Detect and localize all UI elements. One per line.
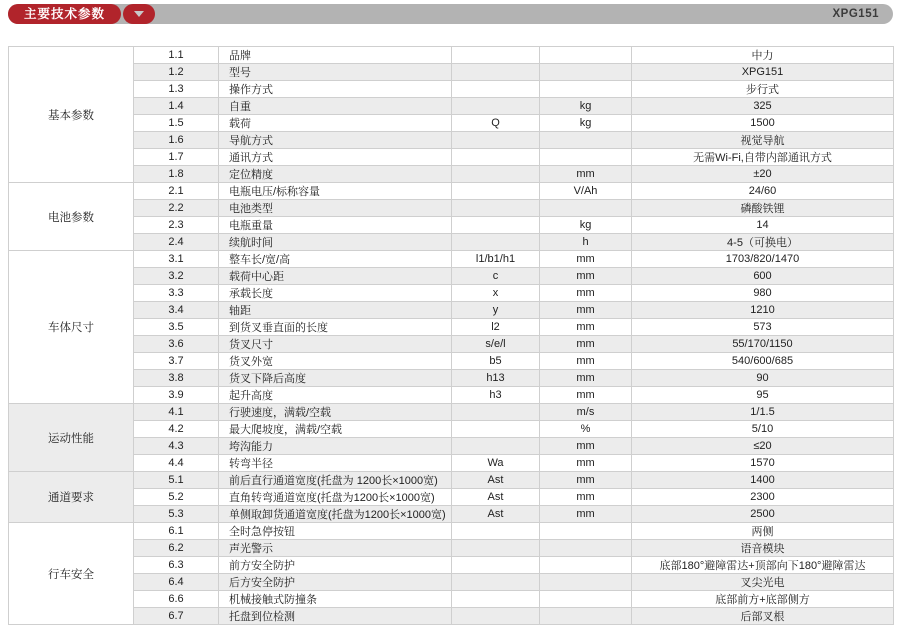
no-cell: 6.3 — [134, 557, 219, 574]
table-row — [9, 404, 894, 421]
val-cell: 14 — [632, 217, 894, 234]
name-cell: 自重 — [219, 98, 452, 115]
table-row — [9, 489, 894, 506]
name-cell: 整车长/宽/高 — [219, 251, 452, 268]
sym-cell: s/e/l — [452, 336, 540, 353]
chevron-down-icon — [134, 11, 144, 17]
sym-cell — [452, 591, 540, 608]
section-dropdown-toggle[interactable] — [123, 4, 155, 24]
table-row — [9, 387, 894, 404]
val-cell: 24/60 — [632, 183, 894, 200]
val-cell: 980 — [632, 285, 894, 302]
no-cell: 1.8 — [134, 166, 219, 183]
name-cell: 通讯方式 — [219, 149, 452, 166]
category-cell: 车体尺寸 — [9, 251, 134, 404]
no-cell: 6.4 — [134, 574, 219, 591]
table-row — [9, 557, 894, 574]
table-row — [9, 353, 894, 370]
val-cell: 90 — [632, 370, 894, 387]
val-cell: 2500 — [632, 506, 894, 523]
unit-cell — [540, 200, 632, 217]
sym-cell — [452, 98, 540, 115]
name-cell: 货叉尺寸 — [219, 336, 452, 353]
unit-cell — [540, 608, 632, 625]
name-cell: 后方安全防护 — [219, 574, 452, 591]
category-cell: 电池参数 — [9, 183, 134, 251]
unit-cell: mm — [540, 251, 632, 268]
name-cell: 电瓶重量 — [219, 217, 452, 234]
unit-cell: mm — [540, 489, 632, 506]
table-row — [9, 336, 894, 353]
sym-cell: b5 — [452, 353, 540, 370]
unit-cell: mm — [540, 438, 632, 455]
name-cell: 轴距 — [219, 302, 452, 319]
val-cell: 55/170/1150 — [632, 336, 894, 353]
no-cell: 4.1 — [134, 404, 219, 421]
no-cell: 5.1 — [134, 472, 219, 489]
sym-cell — [452, 132, 540, 149]
unit-cell: m/s — [540, 404, 632, 421]
val-cell: 600 — [632, 268, 894, 285]
val-cell: 1703/820/1470 — [632, 251, 894, 268]
no-cell: 6.1 — [134, 523, 219, 540]
unit-cell — [540, 574, 632, 591]
sym-cell — [452, 64, 540, 81]
name-cell: 直角转弯通道宽度(托盘为1200长×1000宽) — [219, 489, 452, 506]
val-cell: 1210 — [632, 302, 894, 319]
sym-cell: l1/b1/h1 — [452, 251, 540, 268]
table-row — [9, 421, 894, 438]
sym-cell: h3 — [452, 387, 540, 404]
no-cell: 1.6 — [134, 132, 219, 149]
val-cell: 无需Wi-Fi,自带内部通讯方式 — [632, 149, 894, 166]
table-row — [9, 64, 894, 81]
no-cell: 4.2 — [134, 421, 219, 438]
sym-cell — [452, 574, 540, 591]
sym-cell: Ast — [452, 489, 540, 506]
name-cell: 载荷 — [219, 115, 452, 132]
sym-cell: Ast — [452, 506, 540, 523]
name-cell: 型号 — [219, 64, 452, 81]
name-cell: 续航时间 — [219, 234, 452, 251]
no-cell: 5.2 — [134, 489, 219, 506]
sym-cell — [452, 421, 540, 438]
no-cell: 6.7 — [134, 608, 219, 625]
val-cell: XPG151 — [632, 64, 894, 81]
unit-cell — [540, 132, 632, 149]
table-row — [9, 506, 894, 523]
no-cell: 3.2 — [134, 268, 219, 285]
table-row — [9, 370, 894, 387]
name-cell: 单侧取卸货通道宽度(托盘为1200长×1000宽) — [219, 506, 452, 523]
unit-cell — [540, 523, 632, 540]
table-row — [9, 608, 894, 625]
sym-cell: y — [452, 302, 540, 319]
no-cell: 1.5 — [134, 115, 219, 132]
sym-cell — [452, 540, 540, 557]
val-cell: 语音模块 — [632, 540, 894, 557]
unit-cell: mm — [540, 387, 632, 404]
unit-cell: kg — [540, 217, 632, 234]
unit-cell: % — [540, 421, 632, 438]
table-row — [9, 455, 894, 472]
no-cell: 5.3 — [134, 506, 219, 523]
no-cell: 3.1 — [134, 251, 219, 268]
sym-cell — [452, 438, 540, 455]
sym-cell — [452, 523, 540, 540]
table-row — [9, 47, 894, 64]
unit-cell — [540, 557, 632, 574]
val-cell: 95 — [632, 387, 894, 404]
unit-cell: mm — [540, 472, 632, 489]
val-cell: 1500 — [632, 115, 894, 132]
sym-cell — [452, 404, 540, 421]
no-cell: 3.4 — [134, 302, 219, 319]
no-cell: 3.8 — [134, 370, 219, 387]
table-row — [9, 200, 894, 217]
unit-cell: kg — [540, 98, 632, 115]
spec-table-body — [9, 47, 894, 625]
no-cell: 2.3 — [134, 217, 219, 234]
val-cell: 540/600/685 — [632, 353, 894, 370]
table-row — [9, 540, 894, 557]
name-cell: 导航方式 — [219, 132, 452, 149]
val-cell: 底部180°避障雷达+顶部向下180°避障雷达 — [632, 557, 894, 574]
sym-cell — [452, 149, 540, 166]
unit-cell — [540, 81, 632, 98]
sym-cell: Ast — [452, 472, 540, 489]
sym-cell — [452, 217, 540, 234]
unit-cell: mm — [540, 319, 632, 336]
model-label: XPG151 — [832, 8, 879, 20]
unit-cell — [540, 540, 632, 557]
name-cell: 最大爬坡度，满载/空载 — [219, 421, 452, 438]
val-cell: 磷酸铁锂 — [632, 200, 894, 217]
val-cell: 4-5（可换电） — [632, 234, 894, 251]
unit-cell: V/Ah — [540, 183, 632, 200]
unit-cell: mm — [540, 302, 632, 319]
sym-cell: l2 — [452, 319, 540, 336]
no-cell: 6.6 — [134, 591, 219, 608]
section-header-bar — [8, 4, 893, 24]
unit-cell: mm — [540, 336, 632, 353]
name-cell: 全时急停按钮 — [219, 523, 452, 540]
name-cell: 操作方式 — [219, 81, 452, 98]
spec-table — [8, 46, 894, 625]
name-cell: 承载长度 — [219, 285, 452, 302]
name-cell: 机械接触式防撞条 — [219, 591, 452, 608]
no-cell: 3.3 — [134, 285, 219, 302]
unit-cell: mm — [540, 506, 632, 523]
no-cell: 4.4 — [134, 455, 219, 472]
sym-cell: Q — [452, 115, 540, 132]
table-row — [9, 438, 894, 455]
table-row — [9, 217, 894, 234]
name-cell: 品牌 — [219, 47, 452, 64]
table-row — [9, 319, 894, 336]
no-cell: 3.9 — [134, 387, 219, 404]
sym-cell: h13 — [452, 370, 540, 387]
category-cell: 行车安全 — [9, 523, 134, 625]
val-cell: 底部前方+底部侧方 — [632, 591, 894, 608]
name-cell: 转弯半径 — [219, 455, 452, 472]
val-cell: 2300 — [632, 489, 894, 506]
unit-cell — [540, 149, 632, 166]
no-cell: 1.1 — [134, 47, 219, 64]
val-cell: 后部叉根 — [632, 608, 894, 625]
val-cell: 视觉导航 — [632, 132, 894, 149]
table-row — [9, 166, 894, 183]
sym-cell — [452, 608, 540, 625]
category-cell: 通道要求 — [9, 472, 134, 523]
no-cell: 2.2 — [134, 200, 219, 217]
name-cell: 垮沟能力 — [219, 438, 452, 455]
val-cell: 两侧 — [632, 523, 894, 540]
name-cell: 行驶速度，满载/空载 — [219, 404, 452, 421]
no-cell: 1.4 — [134, 98, 219, 115]
val-cell: 步行式 — [632, 81, 894, 98]
table-row — [9, 591, 894, 608]
unit-cell: mm — [540, 455, 632, 472]
name-cell: 到货叉垂直面的长度 — [219, 319, 452, 336]
sym-cell — [452, 47, 540, 64]
val-cell: 1400 — [632, 472, 894, 489]
name-cell: 前方安全防护 — [219, 557, 452, 574]
val-cell: 325 — [632, 98, 894, 115]
table-row — [9, 251, 894, 268]
unit-cell: kg — [540, 115, 632, 132]
no-cell: 3.7 — [134, 353, 219, 370]
sym-cell: Wa — [452, 455, 540, 472]
unit-cell: mm — [540, 370, 632, 387]
no-cell: 1.2 — [134, 64, 219, 81]
unit-cell: h — [540, 234, 632, 251]
unit-cell: mm — [540, 166, 632, 183]
no-cell: 6.2 — [134, 540, 219, 557]
table-row — [9, 115, 894, 132]
name-cell: 前后直行通道宽度(托盘为 1200长×1000宽) — [219, 472, 452, 489]
category-cell: 基本参数 — [9, 47, 134, 183]
no-cell: 1.7 — [134, 149, 219, 166]
no-cell: 2.4 — [134, 234, 219, 251]
sym-cell — [452, 200, 540, 217]
table-row — [9, 81, 894, 98]
unit-cell — [540, 591, 632, 608]
name-cell: 货叉下降后高度 — [219, 370, 452, 387]
name-cell: 载荷中心距 — [219, 268, 452, 285]
sym-cell — [452, 166, 540, 183]
name-cell: 声光警示 — [219, 540, 452, 557]
no-cell: 4.3 — [134, 438, 219, 455]
sym-cell: c — [452, 268, 540, 285]
table-row — [9, 574, 894, 591]
table-row — [9, 268, 894, 285]
sym-cell — [452, 183, 540, 200]
sym-cell — [452, 81, 540, 98]
name-cell: 电瓶电压/标称容量 — [219, 183, 452, 200]
table-row — [9, 149, 894, 166]
name-cell: 电池类型 — [219, 200, 452, 217]
page-title: 主要技术参数 — [8, 4, 121, 24]
sym-cell — [452, 234, 540, 251]
unit-cell — [540, 47, 632, 64]
val-cell: 1570 — [632, 455, 894, 472]
name-cell: 货叉外宽 — [219, 353, 452, 370]
table-row — [9, 472, 894, 489]
val-cell: 叉尖光电 — [632, 574, 894, 591]
sym-cell: x — [452, 285, 540, 302]
name-cell: 起升高度 — [219, 387, 452, 404]
table-row — [9, 285, 894, 302]
unit-cell: mm — [540, 285, 632, 302]
table-row — [9, 234, 894, 251]
val-cell: ±20 — [632, 166, 894, 183]
unit-cell: mm — [540, 268, 632, 285]
val-cell: 573 — [632, 319, 894, 336]
table-row — [9, 302, 894, 319]
no-cell: 3.5 — [134, 319, 219, 336]
table-row — [9, 132, 894, 149]
val-cell: ≤20 — [632, 438, 894, 455]
name-cell: 定位精度 — [219, 166, 452, 183]
no-cell: 2.1 — [134, 183, 219, 200]
val-cell: 中力 — [632, 47, 894, 64]
no-cell: 3.6 — [134, 336, 219, 353]
category-cell: 运动性能 — [9, 404, 134, 472]
unit-cell — [540, 64, 632, 81]
no-cell: 1.3 — [134, 81, 219, 98]
val-cell: 5/10 — [632, 421, 894, 438]
table-row — [9, 523, 894, 540]
name-cell: 托盘到位检测 — [219, 608, 452, 625]
table-row — [9, 98, 894, 115]
sym-cell — [452, 557, 540, 574]
table-row — [9, 183, 894, 200]
unit-cell: mm — [540, 353, 632, 370]
val-cell: 1/1.5 — [632, 404, 894, 421]
